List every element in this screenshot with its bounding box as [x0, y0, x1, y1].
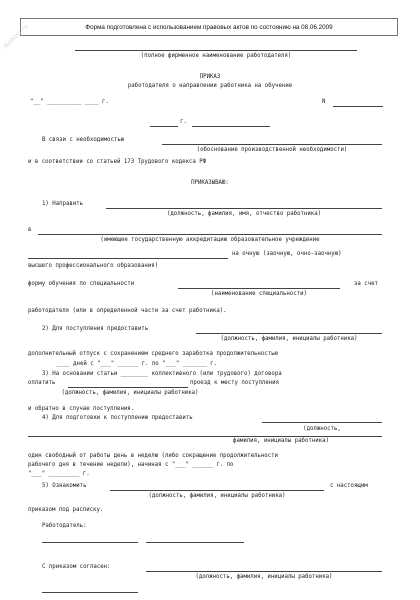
order-number-label: N — [322, 99, 326, 105]
org-name-hint: (полное фирменное наименование работодателя) — [140, 53, 292, 59]
employee-line-2 — [196, 333, 382, 334]
employee-line-3 — [68, 387, 188, 388]
specialty-label: форму обучения по специальности — [28, 281, 135, 287]
employee-hint-1: (должность, фамилия, имя, отчество работника) — [166, 211, 322, 217]
item-5-label: 5) Ознакомить — [42, 483, 87, 489]
specialty-line — [178, 288, 340, 289]
legal-notice-banner — [20, 18, 398, 36]
employee-hint-3: (должность, фамилия, инициалы работника) — [61, 390, 199, 396]
order-date: "__" __________ ____ г. — [30, 99, 109, 105]
leave-line-1: дополнительный отпуск с сохранением среднего заработка продолжительностью — [28, 351, 278, 357]
at-expense-label: за счет — [354, 281, 378, 287]
specialty-hint: (наименование специальности) — [211, 291, 307, 297]
watermark-logo: NoNim.ru — [2, 22, 30, 50]
employee-hint-2: (должность, фамилия, инициалы работника) — [220, 336, 358, 342]
reason-label: В связи с необходимостью — [42, 137, 125, 143]
agreed-signature-line — [42, 592, 138, 593]
order-heading: ПРИКАЗЫВАЮ: — [191, 180, 229, 186]
doc-subtitle: работодателя о направлении работника на обучение — [127, 83, 293, 89]
agreed-hint: (должность, фамилия, инициалы работника) — [195, 574, 333, 580]
leave-line-2: ____ дней с "___" ______ г. по "___" _______ г. — [56, 361, 217, 367]
employer-expense: работодателя (или в определенной части за счет работника). — [28, 308, 227, 314]
employee-line-5 — [110, 490, 324, 491]
employer-name-line — [146, 542, 244, 543]
institution-line — [38, 234, 382, 235]
doc-title: ПРИКАЗ — [199, 74, 221, 80]
city-g-label: г. — [180, 119, 187, 125]
study-form: на очную (заочную, очно-заочную) — [232, 251, 342, 257]
city-name-line — [192, 126, 270, 127]
city-line — [150, 126, 178, 127]
item-3-pay: оплатить — [28, 380, 56, 386]
item-3-line: 3) На основании статьи ________ коллективного (или трудового) договора — [42, 371, 282, 377]
institution-line-2 — [28, 258, 228, 259]
item-4-label: 4) Для подготовки к поступлению предоставить — [42, 415, 193, 421]
agreed-label: С приказом согласен: — [42, 564, 111, 570]
free-day-1: один свободный от работы день в неделю (либо сокращение продолжительности — [28, 453, 278, 459]
agreed-line — [146, 571, 382, 572]
item-3-travel: проезд к месту поступления — [190, 380, 280, 386]
employee-hint-5: (должность, фамилия, инициалы работника) — [148, 493, 286, 499]
item-5-with: с настоящим — [330, 483, 368, 489]
employee-line-1 — [106, 208, 382, 209]
legal-basis: и в соответствии со статьей 173 Трудового кодекса РФ — [28, 159, 207, 165]
item-1-label: 1) Направить — [42, 201, 84, 207]
org-name-line — [75, 50, 357, 51]
reason-hint: (обоснование производственной необходимости) — [196, 147, 348, 153]
institution-prefix: в — [28, 227, 32, 233]
employer-signature-line — [42, 542, 138, 543]
reason-line — [162, 144, 382, 145]
item-2-label: 2) Для поступления предоставить — [42, 326, 149, 332]
order-number-line — [333, 106, 383, 107]
employee-line-4 — [262, 422, 382, 423]
free-day-3: "___" _________ г. — [28, 471, 90, 477]
employee-hint-4a: (должность, — [303, 426, 341, 432]
institution-hint-2: высшего профессионального образования) — [28, 263, 159, 269]
free-day-2: рабочего дня в течение недели), начиная с "___" ______ г. по — [28, 462, 234, 468]
receipt-note: приказом под расписку. — [28, 507, 104, 513]
employee-line-4b — [28, 436, 382, 437]
employer-label: Работодатель: — [42, 523, 87, 529]
institution-hint-1: (имеющее государственную аккредитацию образовательное учреждение — [100, 237, 320, 243]
employee-hint-4b: фамилия, инициалы работника) — [233, 438, 329, 444]
legal-notice-text: Форма подготовлена с использованием правовых актов по состоянию на 08.06.2009 — [85, 23, 333, 31]
return-note: и обратно в случае поступления. — [28, 406, 135, 412]
